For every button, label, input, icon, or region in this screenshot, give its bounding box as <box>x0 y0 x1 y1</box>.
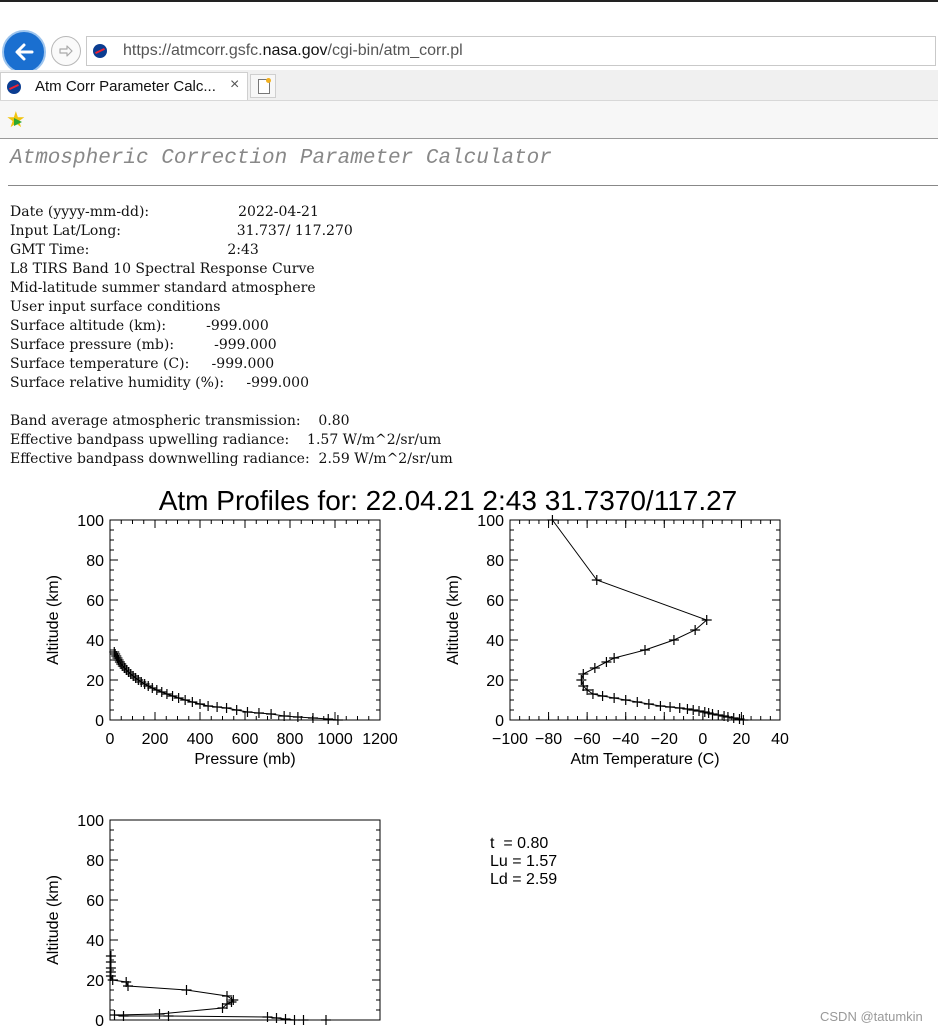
y-tick-label: 40 <box>486 633 504 650</box>
data-point-marker <box>621 695 631 705</box>
x-axis-label: Pressure (mb) <box>194 751 296 768</box>
atm-profiles-figure <box>0 482 938 1032</box>
data-point-marker <box>281 1014 291 1024</box>
data-point-marker <box>665 702 675 712</box>
data-point-marker <box>180 695 190 705</box>
data-point-marker <box>174 693 184 703</box>
data-point-marker <box>578 669 588 679</box>
favorites-bar <box>0 101 938 139</box>
info-line: Input Lat/Long: 31.737/ 117.270 <box>10 223 353 239</box>
y-tick-label: 0 <box>495 713 504 730</box>
data-point-marker <box>290 1015 300 1025</box>
tab-strip <box>0 70 938 101</box>
y-tick-label: 60 <box>86 593 104 610</box>
data-point-marker <box>168 691 178 701</box>
y-axis-label: Altitude (km) <box>445 575 462 665</box>
data-point-marker <box>222 703 232 713</box>
data-point-marker <box>272 1013 282 1023</box>
data-point-marker <box>232 705 242 715</box>
favorite-arrow-icon <box>14 118 22 126</box>
y-tick-label: 20 <box>486 673 504 690</box>
info-line: Mid-latitude summer standard atmosphere <box>10 280 316 296</box>
data-point-marker <box>254 708 264 718</box>
nasa-favicon-icon <box>7 80 21 94</box>
url-text: https://atmcorr.gsfc.nasa.gov/cgi-bin/atm_corr.pl <box>123 42 463 59</box>
data-point-marker <box>640 645 650 655</box>
parameter-info-block <box>10 203 353 393</box>
data-point-marker <box>632 697 642 707</box>
data-point-marker <box>590 663 600 673</box>
data-point-marker <box>182 985 192 995</box>
data-point-marker <box>157 687 167 697</box>
data-point-marker <box>675 703 685 713</box>
x-tick-label: 20 <box>732 731 751 748</box>
data-point-marker <box>227 997 237 1007</box>
y-axis-label: Altitude (km) <box>45 875 62 965</box>
y-tick-label: 80 <box>486 553 504 570</box>
data-point-marker <box>212 702 222 712</box>
x-tick-label: 0 <box>105 731 115 748</box>
x-tick-label: −80 <box>535 731 563 748</box>
x-axis-label: Atm Temperature (C) <box>570 751 720 768</box>
chart-1 <box>45 513 398 768</box>
y-tick-label: 40 <box>86 933 104 950</box>
x-tick-label: 600 <box>231 731 259 748</box>
info-line: Surface pressure (mb): -999.000 <box>10 337 277 353</box>
data-point-marker <box>323 714 333 724</box>
summary-line: Ld = 2.59 <box>490 871 558 888</box>
watermark: CSDN @tatumkin <box>820 1009 923 1024</box>
tab-title: Atm Corr Parameter Calc... <box>35 78 216 95</box>
data-point-marker <box>688 705 698 715</box>
info-line: Date (yyyy-mm-dd): 2022-04-21 <box>10 204 319 220</box>
back-arrow-icon <box>12 40 36 64</box>
x-tick-label: −20 <box>650 731 678 748</box>
y-tick-label: 80 <box>86 553 104 570</box>
data-point-marker <box>592 575 602 585</box>
address-bar[interactable] <box>86 36 936 66</box>
x-tick-label: 200 <box>141 731 169 748</box>
plot-frame <box>110 820 380 1020</box>
info-line: Surface relative humidity (%): -999.000 <box>10 375 309 391</box>
forward-button[interactable] <box>51 36 81 66</box>
data-point-marker <box>187 697 197 707</box>
data-point-marker <box>682 704 692 714</box>
info-line: Surface altitude (km): -999.000 <box>10 318 269 334</box>
navigation-bar <box>0 2 938 70</box>
y-tick-label: 100 <box>77 513 104 530</box>
x-tick-label: −40 <box>612 731 640 748</box>
data-point-marker <box>576 675 586 685</box>
y-tick-label: 0 <box>95 713 104 730</box>
divider <box>8 185 938 186</box>
y-tick-label: 100 <box>77 813 104 830</box>
data-point-marker <box>598 691 608 701</box>
data-point-marker <box>729 713 739 723</box>
x-tick-label: 400 <box>186 731 214 748</box>
series-line <box>552 520 743 720</box>
page-title: Atmospheric Correction Parameter Calculator <box>10 147 552 170</box>
x-tick-label: 1200 <box>362 731 398 748</box>
data-point-marker <box>203 701 213 711</box>
data-point-marker <box>669 635 679 645</box>
result-info-block <box>10 412 453 469</box>
x-tick-label: 800 <box>276 731 304 748</box>
data-point-marker <box>644 699 654 709</box>
y-tick-label: 100 <box>477 513 504 530</box>
series-line <box>111 956 326 1020</box>
y-tick-label: 60 <box>86 893 104 910</box>
chart-3 <box>45 813 380 1030</box>
data-point-marker <box>321 1015 331 1025</box>
nasa-favicon-icon <box>93 44 107 58</box>
data-point-marker <box>110 1010 120 1020</box>
plot-frame <box>110 520 380 720</box>
info-line: GMT Time: 2:43 <box>10 242 259 258</box>
back-button[interactable] <box>2 30 46 74</box>
data-point-marker <box>655 701 665 711</box>
tab-atm-corr[interactable] <box>0 72 248 100</box>
info-line: L8 TIRS Band 10 Spectral Response Curve <box>10 261 315 277</box>
data-point-marker <box>162 689 172 699</box>
x-tick-label: 40 <box>771 731 789 748</box>
result-line: Band average atmospheric transmission: 0.80 <box>10 413 350 429</box>
x-tick-label: 1000 <box>317 731 353 748</box>
data-point-marker <box>333 715 343 725</box>
result-line: Effective bandpass downwelling radiance: 2.59 W/m^2/sr/um <box>10 451 453 467</box>
info-line: Surface temperature (C): -999.000 <box>10 356 275 372</box>
data-point-marker <box>195 699 205 709</box>
y-axis-label: Altitude (km) <box>45 575 62 665</box>
chart-2 <box>445 513 789 768</box>
forward-arrow-icon <box>57 42 75 60</box>
x-tick-label: 0 <box>698 731 708 748</box>
y-tick-label: 40 <box>86 633 104 650</box>
data-point-marker <box>152 685 162 695</box>
data-point-marker <box>106 951 116 961</box>
add-favorite-star-icon[interactable]: ★ <box>6 107 26 132</box>
data-point-marker <box>299 1015 309 1025</box>
figure-title: Atm Profiles for: 22.04.21 2:43 31.7370/117.27 <box>158 485 738 516</box>
y-tick-label: 80 <box>86 853 104 870</box>
y-tick-label: 0 <box>95 1013 104 1030</box>
data-point-marker <box>242 707 252 717</box>
x-tick-label: −100 <box>491 731 529 748</box>
data-point-marker <box>609 693 619 703</box>
data-point-marker <box>155 1009 165 1019</box>
y-tick-label: 20 <box>86 973 104 990</box>
summary-line: Lu = 1.57 <box>490 853 558 870</box>
y-tick-label: 20 <box>86 673 104 690</box>
summary-line: t = 0.80 <box>490 835 549 852</box>
new-tab-button[interactable] <box>250 74 276 98</box>
x-tick-label: −60 <box>573 731 601 748</box>
data-point-marker <box>308 713 318 723</box>
result-line: Effective bandpass upwelling radiance: 1.57 W/m^2/sr/um <box>10 432 442 448</box>
plot-frame <box>510 520 780 720</box>
y-tick-label: 60 <box>486 593 504 610</box>
tab-close-icon[interactable]: × <box>230 76 240 93</box>
info-line: User input surface conditions <box>10 299 221 315</box>
